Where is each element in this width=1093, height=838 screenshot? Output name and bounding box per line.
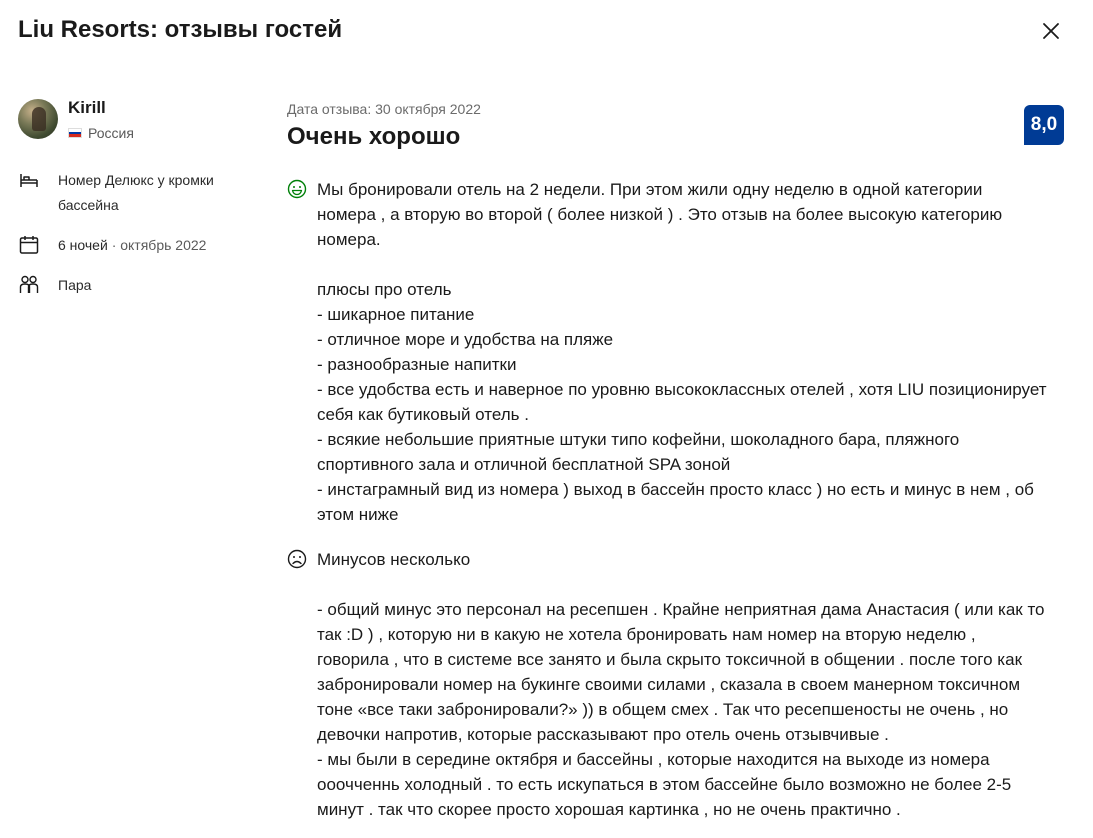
- nights-label: 6 ночей: [58, 237, 108, 253]
- smile-icon: [287, 179, 307, 199]
- review-heading: Очень хорошо: [287, 123, 461, 150]
- stay-date-label: · октябрь 2022: [111, 237, 207, 253]
- positive-text: Мы бронировали отель на 2 недели. При этом жили одну неделю в одной категории номера , а вторую во второй ( более низкой ) . Это отзыв на более высокую категорию номера. плюсы про отель - шикарное питание - отличное море и удобства на пляже - разнообразные напитки - все удобства есть и наверное по уровню высококлассных отелей , хотя LIU позиционирует себя как бутиковый отель . - всякие небольшие приятные штуки типо кофейни, шоколадного бара, пляжного спортивного зала и отличной бесплатной SPA зоной - инстаграмный вид из номера ) выход в бассейн просто класс ) но есть и минус в нем , об этом ниже: [317, 180, 1047, 524]
- review-date: Дата отзыва: 30 октября 2022: [287, 101, 481, 117]
- traveler-type-label: Пара: [58, 277, 92, 293]
- room-type: [18, 168, 238, 218]
- close-button[interactable]: [1037, 17, 1065, 45]
- positive-section: [287, 177, 1072, 527]
- negative-text: Минусов несколько - общий минус это персонал на ресепшен . Крайне неприятная дама Анастасия ( или как то так :D ) , которую ни в какую не хотела бронировать нам номер на вторую неделю , говорила , что в системе все занято и была скрыто токсичной в общении . после того как забронировали номер на букинге своими силами , сказала в своем манерном токсичном тоне «все таки забронировали?» )) в общем смех . Так что ресепшеносты не очень , но девочки напротив, которые рассказывают про отель очень отзывчивые . - мы были в середине октября и бассейны , которые находится на выходе из номера ооочченнь холодный . то есть искупаться в этом бассейне было возможно не более 2-5 минут . так что скорее просто хорошая картинка , но не очень практично .: [317, 550, 1045, 819]
- negative-section: [287, 547, 1072, 822]
- reviewer-country: [68, 125, 134, 141]
- room-type-label: Номер Делюкс у кромки бассейна: [58, 172, 214, 213]
- avatar: [18, 99, 58, 139]
- bed-icon: [18, 169, 40, 191]
- review-score-badge: 8,0: [1024, 105, 1064, 145]
- reviewer-name: Kirill: [68, 98, 106, 117]
- traveler-type: [18, 273, 91, 298]
- russia-flag-icon: [68, 128, 82, 138]
- frown-icon: [287, 549, 307, 569]
- calendar-icon: [18, 234, 40, 256]
- close-icon: [1042, 22, 1060, 40]
- reviewer-country-label: Россия: [88, 125, 134, 141]
- stay-length: [18, 233, 206, 258]
- modal-title: Liu Resorts: отзывы гостей: [18, 16, 343, 43]
- people-icon: [18, 274, 40, 296]
